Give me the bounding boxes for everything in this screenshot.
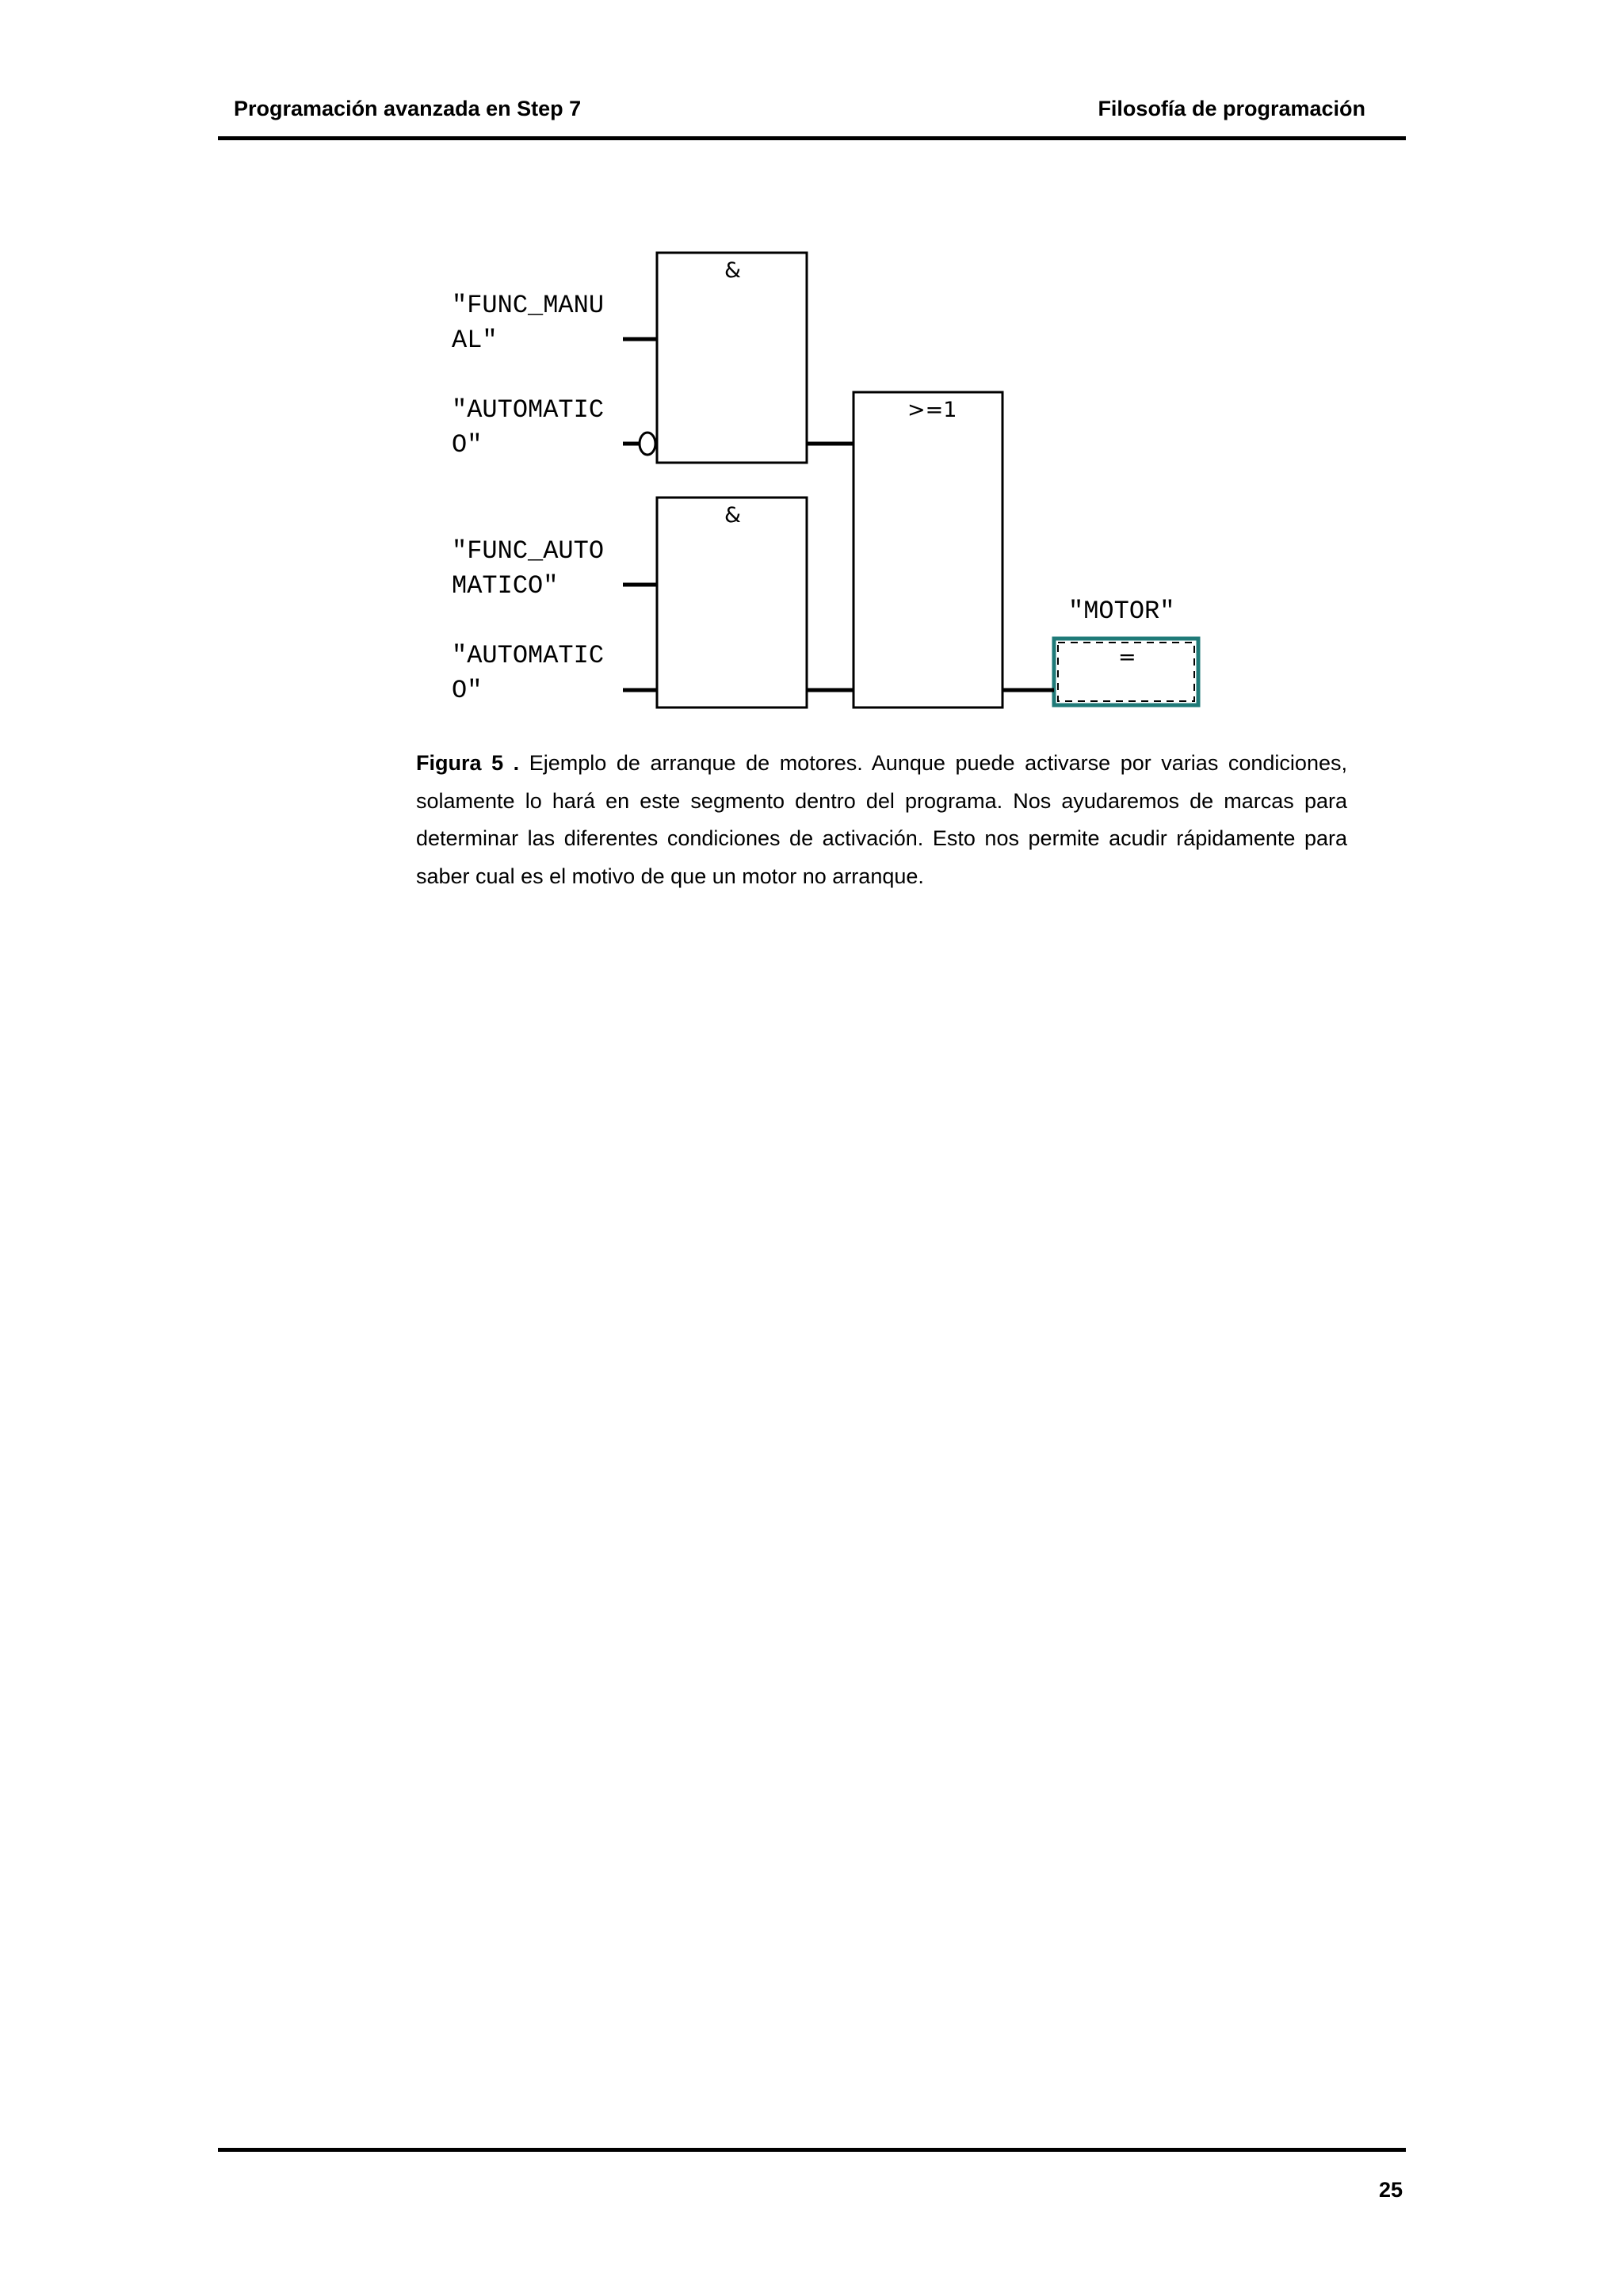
operand-automatico-2: "AUTOMATIC O" [452, 641, 605, 705]
and-gate-1-box [657, 253, 807, 463]
or-gate-operator: >=1 [907, 398, 957, 422]
figure-caption-text: Ejemplo de arranque de motores. Aunque puede activarse por varias condiciones, solamente lo hará en este segmento dentro del programa. Nos ayudaremos de marcas para determinar las diferentes condiciones de activación. Esto nos permite acudir rápidamente para saber cual es el motivo de que un motor no arranque. [416, 751, 1347, 888]
operand-automatico-1: "AUTOMATIC O" [452, 395, 605, 460]
output-coil-operator: = [1118, 645, 1136, 669]
and-gate-1-operator: & [724, 258, 742, 283]
header-document-title: Programación avanzada en Step 7 [234, 97, 582, 120]
footer-rule [218, 2148, 1406, 2152]
page-number: 25 [1378, 2178, 1403, 2202]
output-label-motor: "MOTOR" [1068, 597, 1175, 626]
operand-func-manual: "FUNC_MANU AL" [452, 291, 605, 355]
header-section-title: Filosofía de programación [1098, 97, 1365, 120]
or-gate-box [854, 392, 1002, 707]
fbd-diagram [0, 0, 1623, 753]
figure-caption [416, 745, 1347, 895]
operand-func-automatico: "FUNC_AUTO MATICO" [452, 536, 605, 601]
and-gate-2-box [657, 498, 807, 707]
figure-label: Figura 5 . [416, 751, 520, 775]
negation-circle [640, 433, 655, 455]
fbd-wiring [0, 0, 1623, 753]
and-gate-2-operator: & [724, 503, 742, 528]
